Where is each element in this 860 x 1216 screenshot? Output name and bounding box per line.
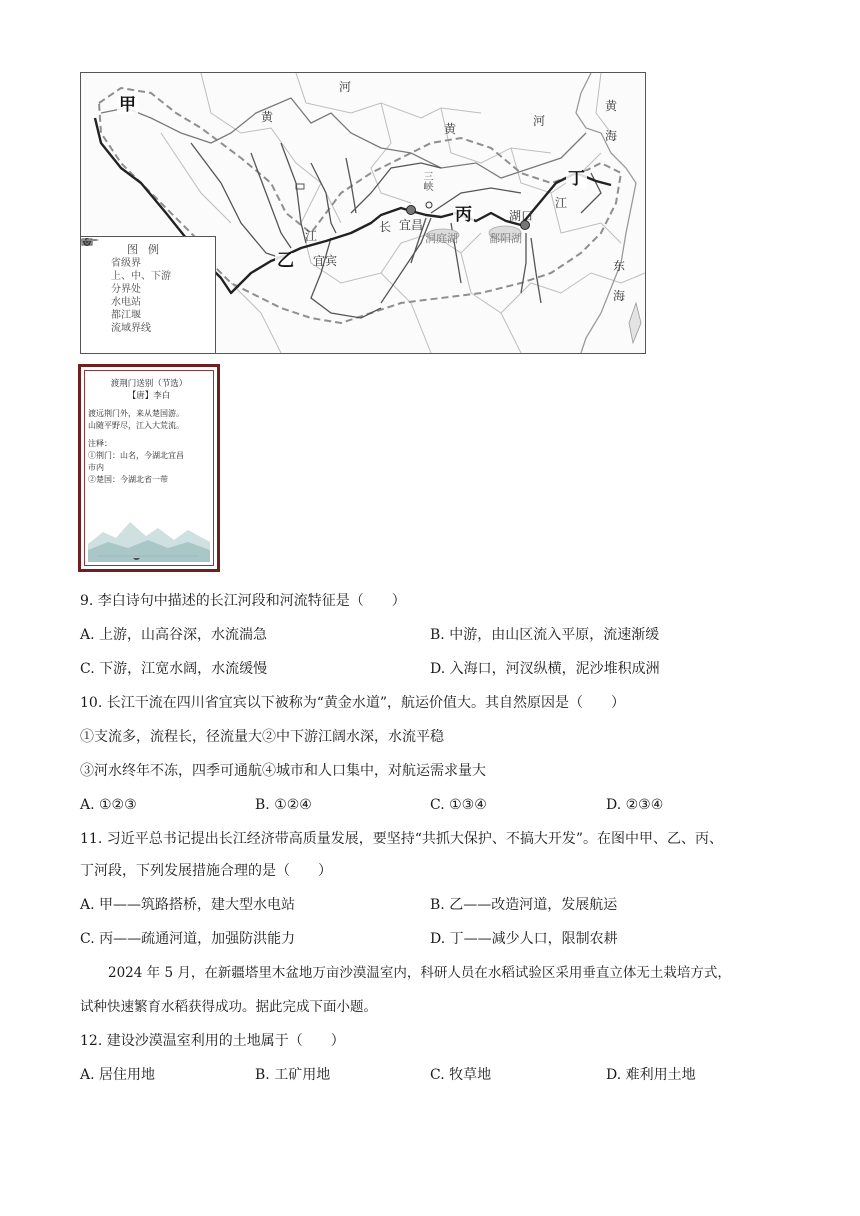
thin-line-icon	[89, 257, 111, 270]
q11-option-a[interactable]: A. 甲——筑路搭桥，建大型水电站	[80, 897, 296, 913]
q11-option-b[interactable]: B. 乙——改造河道，发展航运	[430, 897, 618, 913]
map-legend	[81, 236, 216, 354]
q11-option-c[interactable]: C. 丙——疏通河道，加强防洪能力	[80, 931, 296, 947]
poem-author: 【唐】李白	[127, 391, 171, 401]
label-bing: 丙	[455, 205, 472, 225]
q10-statements-2: ③河水终年不冻，四季可通航④城市和人口集中，对航运需求量大	[80, 763, 486, 779]
poem-note-2: ②楚国：今湖北省一带	[88, 475, 168, 484]
label-yichang: 宜昌	[399, 218, 424, 232]
label-yellow-sea: 黄 海	[605, 99, 618, 143]
q11-option-d[interactable]: D. 丁——减少人口，限制农耕	[430, 931, 618, 947]
legend-item-hydropower: 水电站	[81, 296, 215, 309]
q9-option-b[interactable]: B. 中游，由山区流入平原，流速渐缓	[430, 627, 660, 643]
legend-item-stage-boundary: 上、中、下游	[81, 270, 215, 283]
filled-circle-icon	[89, 270, 111, 283]
poem-card	[78, 364, 220, 572]
legend-item-stage-boundary-sub: 分界处	[111, 284, 141, 295]
poem-content	[88, 378, 210, 486]
poem-note-1a: ①荆门：山名，今湖北宜昌	[88, 451, 184, 460]
q10-option-b[interactable]: B. ①②④	[255, 797, 312, 813]
q10-statements-1: ①支流多，流程长，径流量大②中下游江阔水深，水流平稳	[80, 729, 444, 745]
label-jiang-2: 江	[555, 196, 568, 210]
q12-option-d[interactable]: D. 难利用土地	[606, 1067, 696, 1083]
q10-stem: 10. 长江干流在四川省宜宾以下被称为“黄金水道”，航运价值大。其自然原因是（ ）	[80, 695, 626, 711]
poem-note-1b: 市内	[88, 463, 104, 472]
material-line-1: 2024 年 5 月，在新疆塔里木盆地万亩沙漠温室内，科研人员在水稻试验区采用垂直立体无土栽培方式，	[108, 965, 731, 981]
label-he-2: 河	[533, 114, 546, 128]
legend-title: 图例	[127, 243, 169, 256]
poem-line-1: 渡远荆门外，来从楚国游。	[88, 409, 184, 418]
label-ding: 丁	[568, 169, 585, 189]
q11-stem-2: 丁河段，下列发展措施合理的是（ ）	[80, 863, 332, 879]
legend-item-basin-boundary: 流域界线	[81, 322, 215, 335]
label-east-sea: 东 海	[613, 259, 626, 303]
q12-option-c[interactable]: C. 牧草地	[430, 1067, 492, 1083]
q12-option-b[interactable]: B. 工矿用地	[255, 1067, 331, 1083]
poem-title: 渡荆门送别（节选）	[110, 379, 188, 389]
poem-line-2: 山随平野尽，江入大荒流。	[88, 421, 184, 430]
label-chang: 长	[379, 220, 392, 234]
label-dongting-lake: 洞庭湖	[425, 232, 458, 245]
q10-option-c[interactable]: C. ①③④	[430, 797, 487, 813]
label-huang-1: 黄	[261, 110, 274, 124]
q10-option-d[interactable]: D. ②③④	[606, 797, 664, 813]
legend-item-province-boundary: 省级界	[81, 257, 215, 270]
q9-option-d[interactable]: D. 入海口，河汊纵横，泥沙堆积成洲	[430, 661, 660, 677]
yangtze-river-map	[80, 72, 646, 354]
q9-option-a[interactable]: A. 上游，山高谷深，水流湍急	[80, 627, 268, 643]
poem-note-head: 注释：	[88, 439, 112, 448]
label-sanxia: 三峡	[421, 171, 432, 191]
label-jia: 甲	[119, 95, 136, 115]
material-line-2: 试种快速繁育水稻获得成功。据此完成下面小题。	[80, 999, 377, 1015]
q10-option-a[interactable]: A. ①②③	[80, 797, 137, 813]
gear-icon	[89, 296, 111, 309]
label-huang-2: 黄	[444, 122, 457, 136]
label-jiang-1: 江	[305, 229, 318, 243]
label-yibin: 宜宾	[313, 254, 338, 268]
label-he-1: 河	[339, 80, 352, 94]
q12-stem: 12. 建设沙漠温室利用的土地属于（ ）	[80, 1033, 345, 1049]
q11-stem-1: 11. 习近平总书记提出长江经济带高质量发展，要坚持“共抓大保护、不搞大开发”。在图中甲、乙、丙、	[80, 831, 724, 847]
q12-option-a[interactable]: A. 居住用地	[80, 1067, 156, 1083]
landscape-illustration	[88, 514, 210, 562]
q9-option-c[interactable]: C. 下游，江宽水阔，水流缓慢	[80, 661, 268, 677]
label-hukou: 湖口	[509, 209, 534, 223]
q9-stem: 9. 李白诗句中描述的长江河段和河流特征是（ ）	[80, 593, 406, 609]
dam-icon	[89, 309, 111, 322]
label-yi: 乙	[277, 251, 294, 271]
legend-item-dujiangyan: 都江堰	[81, 309, 215, 322]
label-poyang-lake: 鄱阳湖	[489, 232, 522, 245]
dashed-line-icon	[89, 322, 111, 335]
